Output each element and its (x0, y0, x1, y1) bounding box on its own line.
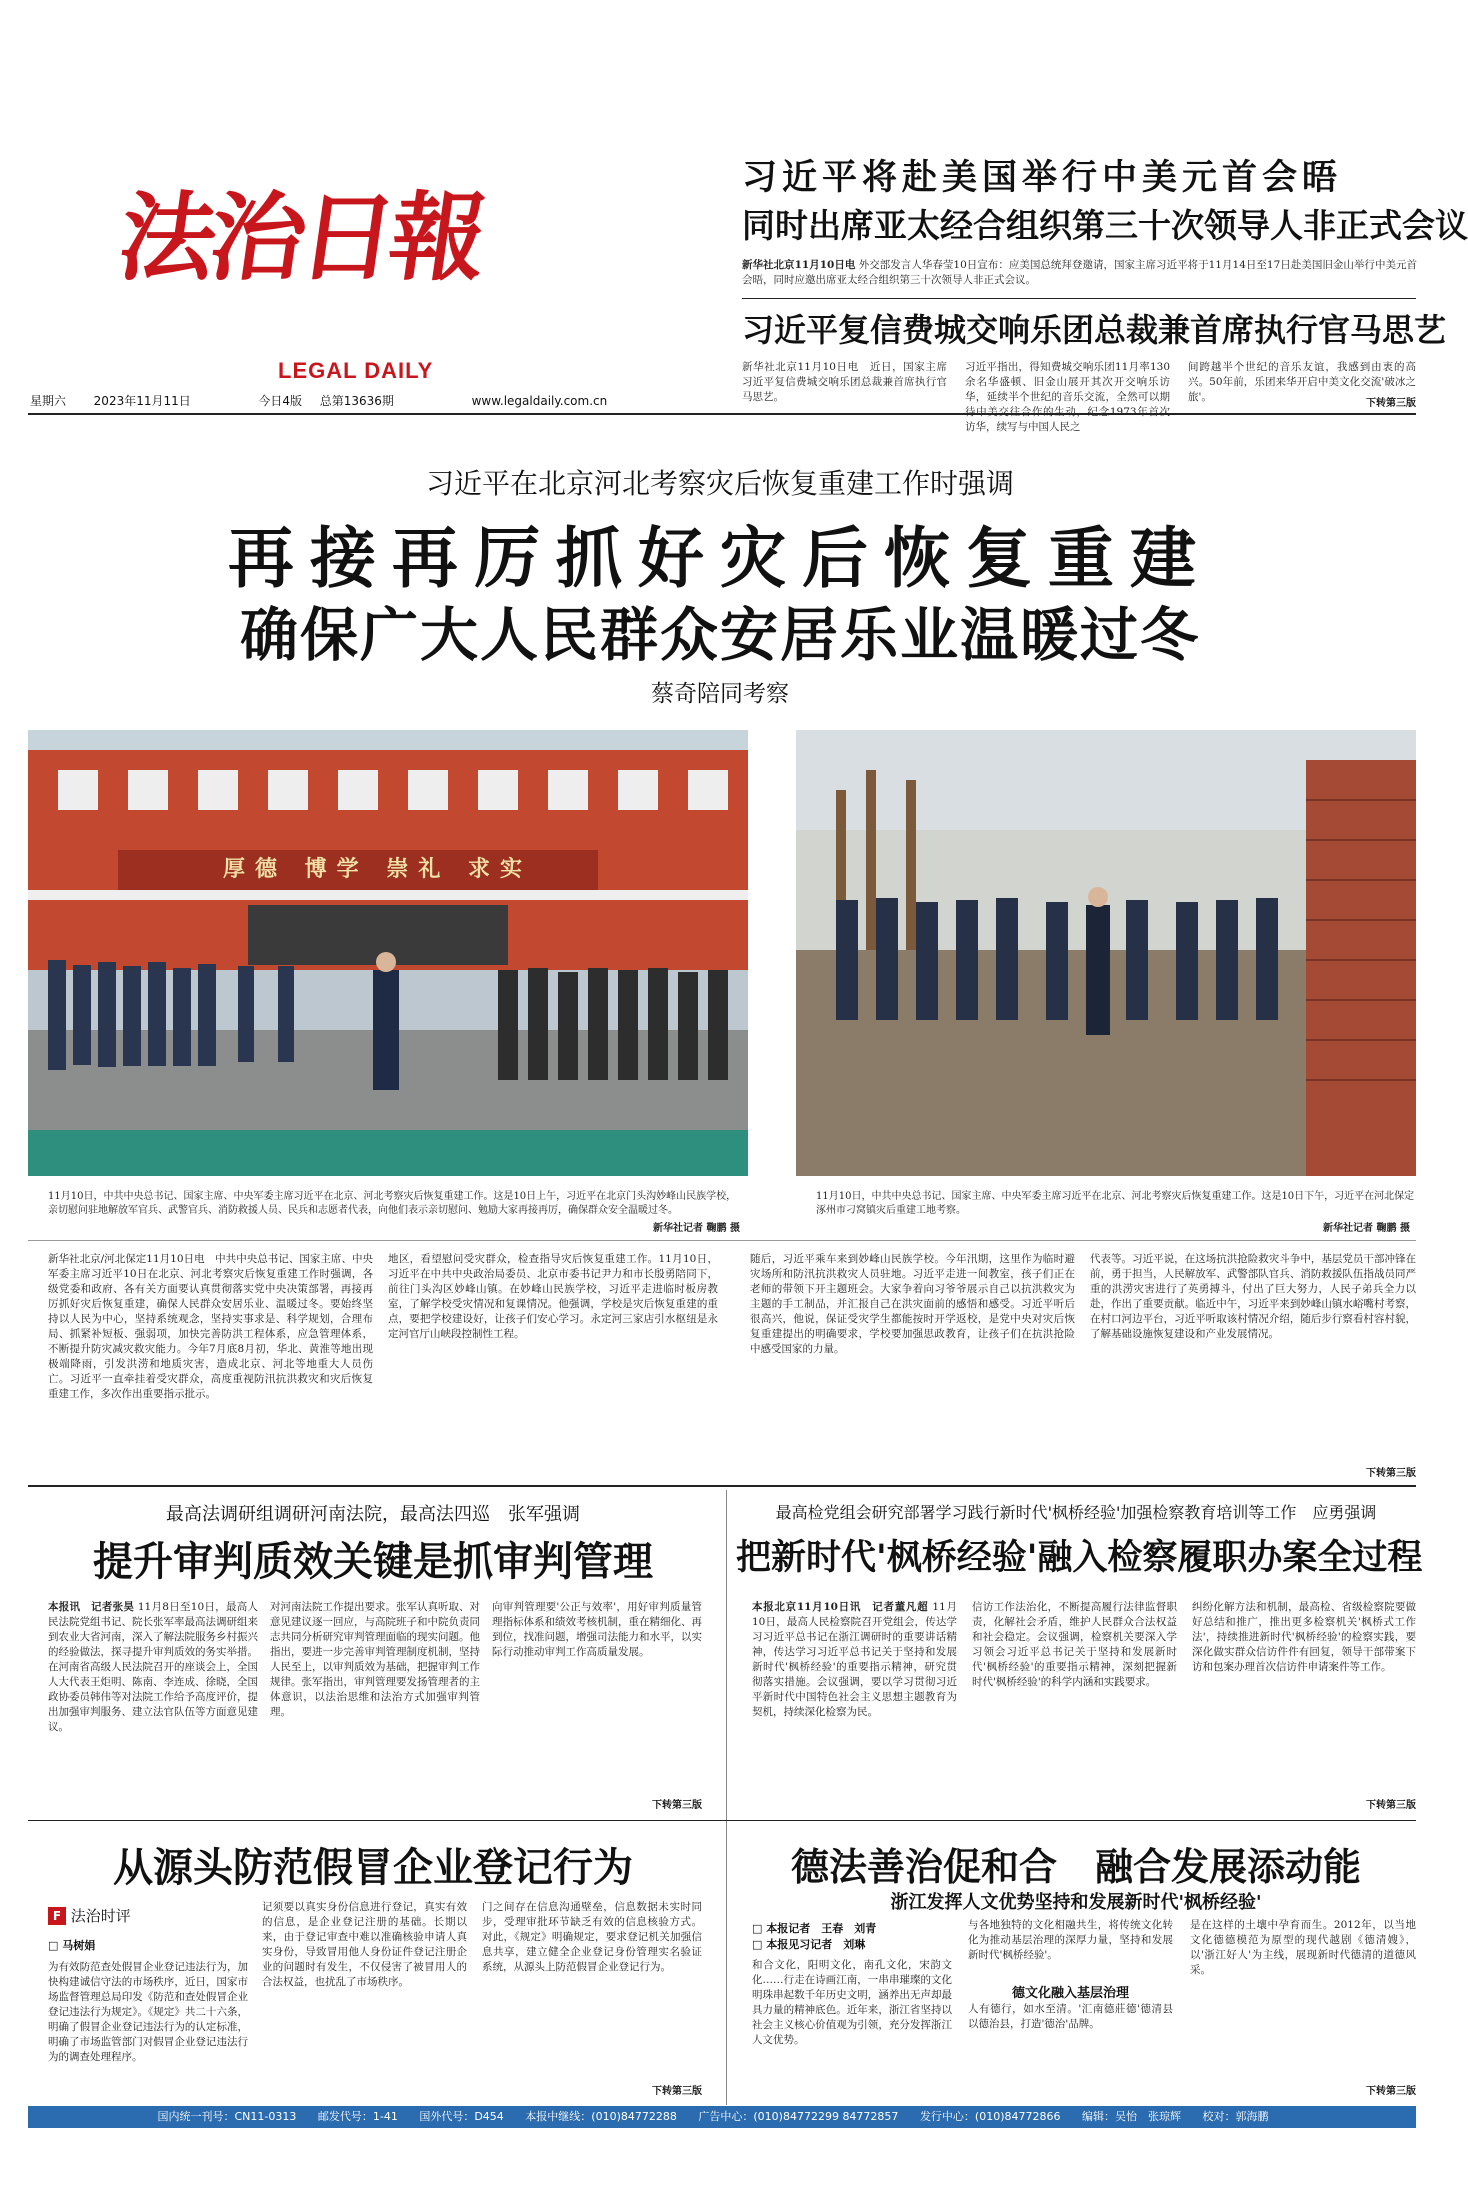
commentary-title: 从源头防范假冒企业登记行为 (113, 1844, 633, 1891)
dateline: 新华社北京11月10日电 (742, 259, 856, 271)
commentary-author: □ 马树娟 (48, 1939, 96, 1952)
right-article-title: 把新时代'枫桥经验'融入检察履职办案全过程 (736, 1537, 1423, 1578)
column-divider (726, 1825, 727, 2105)
continued-note: 下转第三版 (1366, 1468, 1416, 1479)
lead-body-col-1: 新华社北京/河北保定11月10日电 中共中央总书记、国家主席、中央军委主席习近平10日在北京、河北考察灾后恢复重建工作时强调，各级党委和政府、各有关方面要认真贯彻落实党中央决策部署，再接再厉抓好灾后恢复重建，确保人民群众安居乐业、温暖过冬。要始终坚持以人民为中心，坚持系统观念，坚持实事求是、科学规划，合理布局、抓紧补短板、强弱项，加快完善防洪工程体系，应急管理体系，不断提升防灾减灾救灾能力。今年7月底8月初，华北、黄淮等地出现极端降雨，引发洪涝和地质灾害，造成北京、河北等地重大人员伤亡。习近平一直牵挂着受灾群众，高度重视防汛抗洪救灾和灾后恢复重建工作，多次作出重要指示批示。 (48, 1253, 373, 1400)
continued-note: 下转第三版 (652, 1800, 702, 1811)
footer-item: 国内统一刊号：CN11-0313 (157, 2110, 297, 2123)
masthead-char: 法 (112, 181, 219, 294)
commentary-column-tag (48, 1905, 131, 1926)
left-article-kicker: 最高法调研组调研河南法院，最高法四巡 张军强调 (166, 1504, 580, 1525)
footer-bar (28, 2106, 1416, 2128)
lead-body-col-3: 随后，习近平乘车来到妙峰山民族学校。今年汛期，这里作为临时避灾场所和防汛抗洪救灾人员驻地。习近平走进一间教室，孩子们正在老师的带领下开主题班会。大家争着向习爷爷展示自己以抗洪救灾为主题的手工制品，并汇报自己在洪灾面前的感悟和感受。习近平听后很高兴，他说，保证受灾学生都能按时开学返校，是党中央对灾后恢复重建提出的明确要求，学校要加强思政教育，让孩子们在抗洪抢险中感受国家的力量。 (750, 1253, 1075, 1355)
right-article-col-3: 纠纷化解方法和机制，最高检、省级检察院要做好总结和推广，推出更多检察机关'枫桥式工作法'，持续推进新时代'枫桥经验'的检察实践，要深化做实群众信访件件有回复，领导干部带案下访和包案办理首次信访件申请案件等工作。 (1192, 1601, 1416, 1673)
feature-col-2: 与各地独特的文化相融共生，将传统文化转化为推动基层治理的深厚力量，坚持和发展新时代'枫桥经验'。 (968, 1919, 1173, 1961)
photo-caption-1: 11月10日，中共中央总书记、国家主席、中央军委主席习近平在北京、河北考察灾后恢复重建工作。这是10日上午，习近平在北京门头沟妙峰山民族学校，亲切慰问驻地解放军官兵、武警官兵、消防救援人员、民兵和志愿者代表，向他们表示亲切慰问、勉励大家再接再厉，确保群众安全温暖过冬。 (48, 1191, 737, 1216)
masthead-char: 報 (382, 181, 489, 294)
divider (742, 298, 1416, 299)
left-article-col-1 (48, 1600, 258, 1812)
footer-item: 编辑：吴怡 张琼辉 (1082, 2110, 1182, 2123)
masthead-rule (28, 413, 1416, 415)
top-news-col-1: 新华社北京11月10日电 近日，国家主席习近平复信费城交响乐团总裁兼首席执行官马思艺。 (742, 361, 947, 403)
footer-item: 校对：郭海鹏 (1202, 2110, 1269, 2123)
top-headline-1: 习近平将赴美国举行中美元首会晤 (742, 157, 1343, 198)
lead-kicker: 习近平在北京河北考察灾后恢复重建工作时强调 (425, 467, 1014, 500)
masthead-char: 治 (202, 181, 309, 294)
continued-note: 下转第三版 (652, 2086, 702, 2097)
divider (28, 1240, 1416, 1241)
photo-illustration (28, 730, 748, 1176)
top-news-text: 外交部发言人华春莹10日宣布：应美国总统拜登邀请，国家主席习近平将于11月14日至17日赴美国旧金山举行中美元首会晤，同时应邀出席亚太经合组织第三十次领导人非正式会议。 (742, 259, 1417, 286)
footer-item: 广告中心：(010)84772299 84772857 (698, 2110, 899, 2123)
right-article-col-2: 信访工作法治化，不断提高履行法律监督职责，化解社会矛盾，维护人民群众合法权益和社会稳定。会议强调，检察机关要深入学习领会习近平总书记关于坚持和发展新时代'枫桥经验'的重要指示精神，深刻把握新时代'枫桥经验'的科学内涵和实践要求。 (972, 1601, 1177, 1688)
divider (28, 1485, 1416, 1487)
left-article-col-3: 向审判管理要'公正与效率'，用好审判质量管理指标体系和绩效考核机制，重在精细化、再到位，找准问题，增强司法能力和水平，以实际行动推动审判工作高质量发展。 (492, 1601, 702, 1658)
continued-note: 下转第三版 (1366, 2086, 1416, 2097)
top-news-col-3: 间跨越半个世纪的音乐友谊，我感到由衷的高兴。50年前，乐团来华开启中美文化交流'破冰之旅'。 (1188, 361, 1416, 403)
top-headline-2: 同时出席亚太经合组织第三十次领导人非正式会议 (742, 206, 1468, 245)
lead-title-2: 确保广大人民群众安居乐业温暖过冬 (239, 601, 1200, 669)
continued-note: 下转第三版 (1366, 398, 1416, 409)
feature-col-1: 和合文化，阳明文化，南孔文化，宋韵文化……行走在诗画江南，一串串璀璨的文化明珠串起数千年历史文明，涵养出无声却最具力量的精神底色。近年来，浙江省坚持以社会主义核心价值观为引领，充分发挥浙江人文优势。 (752, 1959, 952, 2046)
photo-caption-2: 11月10日，中共中央总书记、国家主席、中央军委主席习近平在北京、河北考察灾后恢复重建工作。这是10日下午，习近平在河北保定涿州市刁窝镇灾后重建工地考察。 (816, 1191, 1415, 1216)
lead-body-col-2: 地区，看望慰问受灾群众，检查指导灾后恢复重建工作。11月10日，习近平在中共中央政治局委员、北京市委书记尹力和市长殷勇陪同下，前往门头沟区妙峰山镇。在妙峰山民族学校，习近平走进临时板房教室，了解学校受灾情况和复课情况。他强调，学校是灾后恢复重建的重点，要把学校建设好，让孩子们安心学习。永定河三家店引水枢纽是永定河官厅山峡段控制性工程。 (388, 1253, 718, 1340)
photo-illustration (796, 730, 1416, 1176)
masthead-english: LEGAL DAILY (278, 358, 434, 383)
feature-subtitle: 浙江发挥人文优势坚持和发展新时代'枫桥经验' (890, 1892, 1262, 1913)
left-article-title: 提升审判质效关键是抓审判管理 (93, 1538, 653, 1585)
footer-item: 发行中心：(010)84772866 (919, 2110, 1061, 2123)
footer-item: 本报中继线：(010)84772288 (525, 2110, 677, 2123)
feature-byline-1: □ 本报记者 王春 刘青 (752, 1922, 877, 1935)
weekday: 星期六 (30, 394, 67, 408)
article-text: 11月10日，最高人民检察院召开党组会，传达学习习近平总书记在浙江调研时的重要讲话精神，传达学习习近平总书记关于坚持和发展新时代'枫桥经验'的重要指示精神，研究贯彻落实措施。会议强调，要以学习贯彻习近平新时代中国特色社会主义思想主题教育为契机，持续深化检察为民。 (752, 1601, 957, 1718)
masthead-char: 日 (292, 181, 399, 294)
column-icon: F (48, 1907, 66, 1925)
lead-title-1: 再接再厉抓好灾后恢复重建 (228, 520, 1212, 597)
top-news-col-2: 习近平指出，得知费城交响乐团11月率130余名华盛顿、旧金山展开其次开交响乐访华，延续半个世纪的音乐交流，全然可以期待中美交往合作的生动，纪念1973年首次访华，续写与中国人民之 (965, 361, 1170, 433)
feature-col-3: 是在这样的土壤中孕育而生。2012年，以当地文化德德模范为原型的现代越剧《德清嫂》，以'浙江好人'为主线，展现新时代德清的道德风采。 (1190, 1919, 1416, 1976)
continued-note: 下转第三版 (1366, 1800, 1416, 1811)
lead-photo-construction (796, 730, 1416, 1176)
issue-number: 总第13636期 (319, 394, 394, 408)
masthead-logo (112, 181, 489, 294)
top-headline-3: 习近平复信费城交响乐团总裁兼首席执行官马思艺 (742, 311, 1447, 349)
byline: 本报北京11月10日讯 记者董凡超 (752, 1601, 929, 1613)
lead-photo-school (28, 730, 748, 1176)
photo-credit-2: 新华社记者 鞠鹏 摄 (1323, 1223, 1410, 1234)
lead-body-col-4: 代表等。习近平说，在这场抗洪抢险救灾斗争中，基层党员干部冲锋在前，勇于担当，人民解放军、武警部队官兵、消防救援队伍指战员同严重的洪涝灾害进行了英勇搏斗，付出了巨大努力，人民子弟兵全力以赴，作出了重要贡献。临近中午，习近平来到妙峰山镇水峪嘴村考察，在村口河边平台，习近平听取该村情况介绍，随后步行察看村容村貌，了解基础设施恢复建设和产业发展情况。 (1090, 1253, 1416, 1340)
page-count: 今日4版 (258, 394, 303, 408)
top-news-body (742, 258, 1417, 290)
feature-byline-2: □ 本报见习记者 刘琳 (752, 1938, 866, 1951)
left-article-col-2: 对河南法院工作提出要求。张军认真听取、对意见建议逐一回应，与高院班子和中院负责同志共同分析研究审判管理面临的现实问题。他指出，要进一步完善审判管理制度机制，坚持人民至上，以审判质效为基础，把握审判工作规律。张军指出，审判管理要发扬管理者的主体意识，以法治思维和法治方式加强审判管理。 (270, 1601, 480, 1718)
right-article-col-1 (752, 1600, 957, 1812)
footer-item: 国外代号：D454 (419, 2110, 504, 2123)
divider (28, 1820, 1416, 1821)
lead-subtitle: 蔡奇陪同考察 (651, 681, 789, 707)
commentary-col-2: 记须要以真实身份信息进行登记，真实有效的信息，是企业登记注册的基础。长期以来，由于登记审查中难以准确核验申请人真实身份，导致冒用他人身份证件登记注册企业的问题时有发生，不仅侵害了被冒用人的合法权益，也扰乱了市场秩序。 (262, 1901, 467, 1988)
feature-section-heading: 德文化融入基层治理 (1011, 1986, 1129, 2001)
byline: 本报讯 记者张昊 (48, 1601, 135, 1613)
article-text: 11月8日至10日，最高人民法院党组书记、院长张军率最高法调研组来到农业大省河南，深入了解法院服务乡村振兴的经验做法，探寻提升审判质效的务实举措。在河南省高级人民法院召开的座谈会上，全国人大代表王炬明、陈南、李连成、徐晓，全国政协委员韩伟等对法院工作给予高度评价，提出加强审判服务、建立法官队伍等方面意见建议。 (48, 1601, 259, 1733)
issue-date: 2023年11月11日 (93, 394, 191, 408)
school-sign: 厚德 博学 崇礼 求实 (223, 857, 532, 882)
commentary-col-1: 为有效防范查处假冒企业登记违法行为，加快构建诚信守法的市场秩序，近日，国家市场监督管理总局印发《防范和查处假冒企业登记违法行为规定》。《规定》共二十六条，明确了假冒企业登记违法行为的认定标准，明确了市场监管部门对假冒企业登记违法行为的调查处理程序。 (48, 1961, 248, 2063)
masthead (28, 18, 728, 418)
right-article-kicker: 最高检党组会研究部署学习践行新时代'枫桥经验'加强检察教育培训等工作 应勇强调 (775, 1503, 1377, 1522)
column-name: 法治时评 (70, 1907, 131, 1925)
website-url: www.legaldaily.com.cn (471, 394, 608, 408)
commentary-col-3: 门之间存在信息沟通壁垒，信息数据未实时同步，受理审批环节缺乏有效的信息核验方式。对此，《规定》明确规定，要求登记机关加强信息共享，建立健全企业登记身份管理实名验证系统，从源头上防范假冒企业登记行为。 (482, 1901, 702, 1973)
masthead-info-bar (30, 392, 715, 409)
feature-title: 德法善治促和合 融合发展添动能 (790, 1844, 1361, 1889)
photo-credit-1: 新华社记者 鞠鹏 摄 (653, 1223, 740, 1234)
footer-item: 邮发代号：1-41 (317, 2110, 398, 2123)
feature-col-2-more: 人有德行，如水至清。'汇南德莊德'德清县以德治县，打造'德治'品牌。 (968, 2003, 1173, 2030)
